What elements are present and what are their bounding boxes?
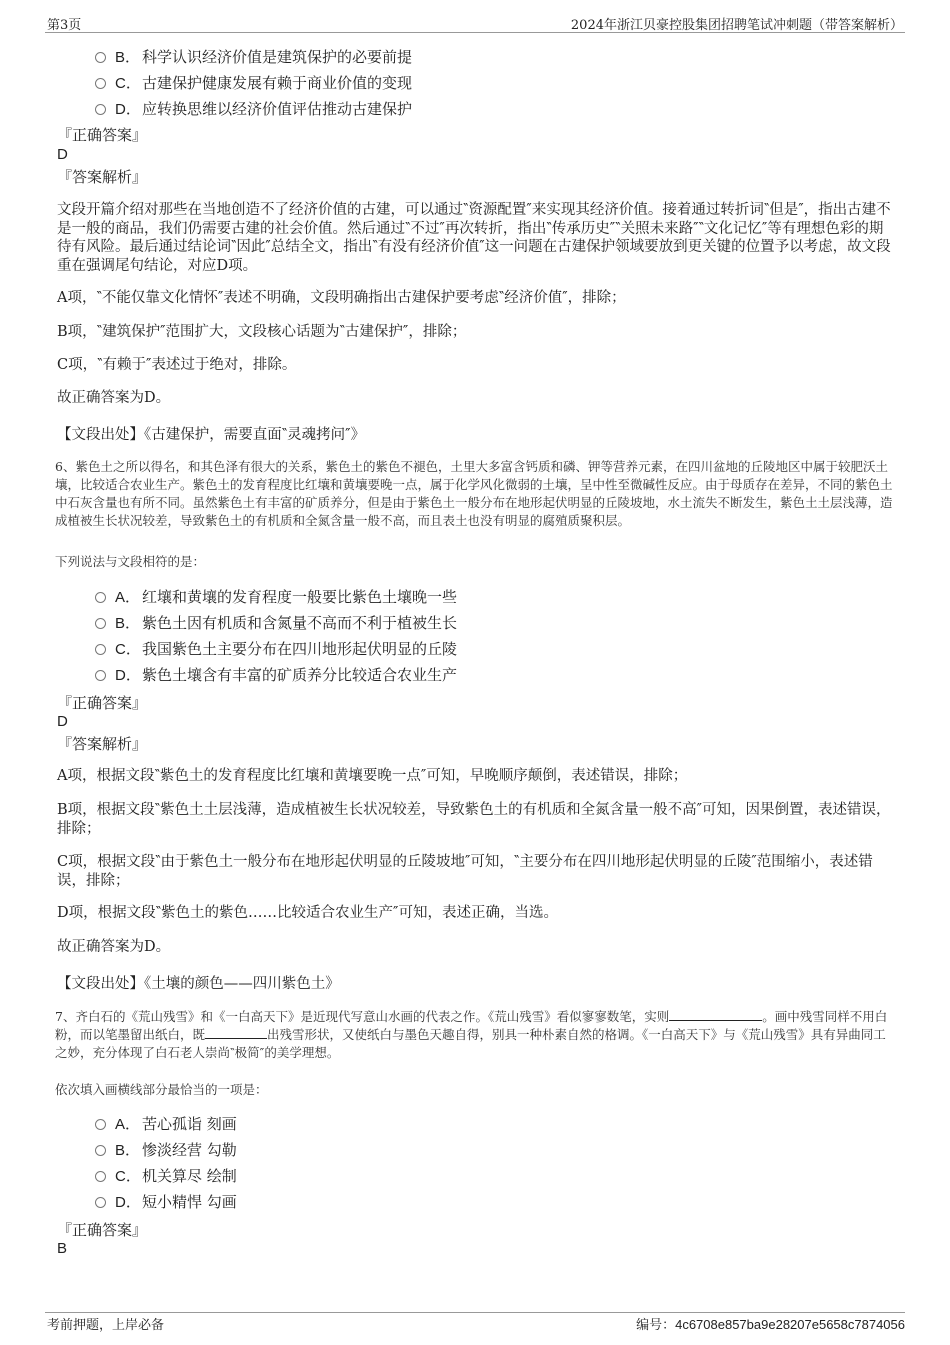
option-key: C． <box>115 641 141 658</box>
option-text: 古建保护健康发展有赖于商业价值的变现 <box>142 74 413 92</box>
q6-option-c[interactable] <box>95 638 457 660</box>
footer-code-value: 4c6708e857ba9e28207e5658c7874056 <box>675 1317 905 1332</box>
option-text: 我国紫色土主要分布在四川地形起伏明显的丘陵 <box>142 640 458 658</box>
page-header <box>0 0 950 34</box>
q5-source: 【文段出处】《古建保护，需要直面‶灵魂拷问″》 <box>57 427 366 443</box>
q5-option-d[interactable] <box>95 98 412 120</box>
page-number: 第3页 <box>47 18 82 33</box>
q5-option-c[interactable] <box>95 72 412 94</box>
q6-option-a[interactable] <box>95 586 457 608</box>
radio-icon[interactable] <box>95 1197 106 1208</box>
fill-blank-2[interactable] <box>205 1026 267 1039</box>
q5-answer: D <box>57 146 68 163</box>
q5-analysis-c: C项，‶有赖于″表述过于绝对，排除。 <box>57 357 297 373</box>
radio-icon[interactable] <box>95 592 106 603</box>
q7-stem-part-2: 。画中残雪同样不用白粉，而以笔墨留出纸白，既 <box>55 1009 888 1042</box>
q7-option-d[interactable] <box>95 1191 237 1213</box>
q5-analysis-label: 『答案解析』 <box>57 168 148 186</box>
option-text: 机关算尽 绘制 <box>142 1167 237 1185</box>
q5-analysis-a: A项，‶不能仅靠文化情怀″表述不明确，文段明确指出古建保护要考虑‶经济价值″，排除； <box>57 290 626 306</box>
q6-conclusion: 故正确答案为D。 <box>57 939 171 955</box>
q6-source: 【文段出处】《土壤的颜色——四川紫色土》 <box>57 976 340 992</box>
footer-slogan: 考前押题，上岸必备 <box>47 1318 165 1333</box>
option-key: B． <box>115 615 141 632</box>
q6-option-b[interactable] <box>95 612 457 634</box>
q7-stem-part-3: 出残雪形状，又使纸白与墨色天趣自得，别具一种朴素自然的格调。《一白高天下》与《荒山残雪》具有异曲同工之妙，充分体现了白石老人崇尚‶极简″的美学理想。 <box>55 1027 886 1060</box>
q7-option-b[interactable] <box>95 1139 237 1161</box>
q6-answer: D <box>57 713 68 730</box>
page-footer <box>0 1305 950 1345</box>
q6-answer-label: 『正确答案』 <box>57 694 148 712</box>
option-text: 红壤和黄壤的发育程度一般要比紫色土壤晚一些 <box>142 588 458 606</box>
option-text: 惨淡经营 勾勒 <box>142 1141 237 1159</box>
option-key: C． <box>115 75 141 92</box>
q6-stem: 6、紫色土之所以得名，和其色泽有很大的关系，紫色土的紫色不褪色，土里大多富含钙质和磷、钾等营养元素，在四川盆地的丘陵地区中属于较肥沃土壤，比较适合农业生产。紫色土的发育程度比红壤和黄壤要晚一点，属于化学风化微弱的土壤，呈中性至微碱性反应。由于母质存在差异，不同的紫色土中石灰含量也有所不同。虽然紫色土有丰富的矿质养分，但是由于紫色土一般分布在地形起伏明显的丘陵坡地，水土流失不断发生，紫色土土层浅薄，造成植被生长状况较差，导致紫色土的有机质和全氮含量一般不高，而且表土也没有明显的腐殖质聚积层。 <box>55 459 893 528</box>
option-text: 苦心孤诣 刻画 <box>142 1115 237 1133</box>
q6-analysis-label: 『答案解析』 <box>57 735 148 753</box>
option-key: A． <box>115 589 141 606</box>
q7-stem-part-1: 7、齐白石的《荒山残雪》和《一白高天下》是近现代写意山水画的代表之作。《荒山残雪》看似寥寥数笔，实则 <box>55 1009 670 1024</box>
q5-analysis-main: 文段开篇介绍对那些在当地创造不了经济价值的古建，可以通过‶资源配置″来实现其经济价值。接着通过转折词‶但是″，指出古建不是一般的商品，我们仍需要古建的社会价值。然后通过‶不过″再次转折，指出‶传承历史″‶关照未来路″‶文化记忆″等有理想色彩的期待有风险。最后通过结论词‶因此″总结全文，指出‶有没有经济价值″这一问题在古建保护领域要放到更关键的位置予以考虑，故文段重在强调尾句结论，对应D项。 <box>57 202 891 274</box>
radio-icon[interactable] <box>95 1119 106 1130</box>
option-key: C． <box>115 1168 141 1185</box>
option-key: B． <box>115 49 141 66</box>
q5-option-b[interactable] <box>95 46 412 68</box>
option-key: A． <box>115 1116 141 1133</box>
q7-option-c[interactable] <box>95 1165 237 1187</box>
q6-prompt: 下列说法与文段相符的是： <box>55 554 206 569</box>
option-text: 短小精悍 勾画 <box>142 1193 237 1211</box>
footer-code-prefix: 编号： <box>636 1318 676 1333</box>
option-text: 紫色土因有机质和含氮量不高而不利于植被生长 <box>142 614 458 632</box>
document-title: 2024年浙江贝豪控股集团招聘笔试冲刺题（带答案解析） <box>570 18 903 33</box>
option-key: D． <box>115 667 141 684</box>
radio-icon[interactable] <box>95 78 106 89</box>
radio-icon[interactable] <box>95 618 106 629</box>
q7-prompt: 依次填入画横线部分最恰当的一项是： <box>55 1082 268 1097</box>
radio-icon[interactable] <box>95 1171 106 1182</box>
q6-option-d[interactable] <box>95 664 457 686</box>
option-key: D． <box>115 1194 141 1211</box>
option-text: 科学认识经济价值是建筑保护的必要前提 <box>142 48 413 66</box>
radio-icon[interactable] <box>95 644 106 655</box>
q5-conclusion: 故正确答案为D。 <box>57 390 171 406</box>
option-text: 紫色土壤含有丰富的矿质养分比较适合农业生产 <box>142 666 458 684</box>
radio-icon[interactable] <box>95 52 106 63</box>
option-text: 应转换思维以经济价值评估推动古建保护 <box>142 100 413 118</box>
radio-icon[interactable] <box>95 104 106 115</box>
fill-blank-1[interactable] <box>669 1008 762 1021</box>
q7-answer-label: 『正确答案』 <box>57 1221 148 1239</box>
q7-stem <box>55 1008 897 1062</box>
option-key: B． <box>115 1142 141 1159</box>
option-key: D． <box>115 101 141 118</box>
radio-icon[interactable] <box>95 670 106 681</box>
q7-option-a[interactable] <box>95 1113 237 1135</box>
q7-answer: B <box>57 1240 68 1257</box>
footer-code <box>636 1314 905 1333</box>
radio-icon[interactable] <box>95 1145 106 1156</box>
footer-divider <box>45 1312 905 1313</box>
q6-analysis-c: C项，根据文段‶由于紫色土一般分布在地形起伏明显的丘陵坡地″可知，‶主要分布在四川地形起伏明显的丘陵″范围缩小，表述错误，排除； <box>57 854 873 889</box>
q5-analysis-b: B项，‶建筑保护″范围扩大，文段核心话题为‶古建保护″，排除； <box>57 324 467 340</box>
q5-answer-label: 『正确答案』 <box>57 126 148 144</box>
q6-analysis-d: D项，根据文段‶紫色土的紫色……比较适合农业生产″可知，表述正确，当选。 <box>57 905 558 921</box>
q6-analysis-a: A项，根据文段‶紫色土的发育程度比红壤和黄壤要晚一点″可知，早晚顺序颠倒，表述错误，排除； <box>57 768 688 784</box>
header-divider <box>45 32 905 33</box>
q6-analysis-b: B项，根据文段‶紫色土土层浅薄，造成植被生长状况较差，导致紫色土的有机质和全氮含量一般不高″可知，因果倒置，表述错误，排除； <box>57 802 891 837</box>
